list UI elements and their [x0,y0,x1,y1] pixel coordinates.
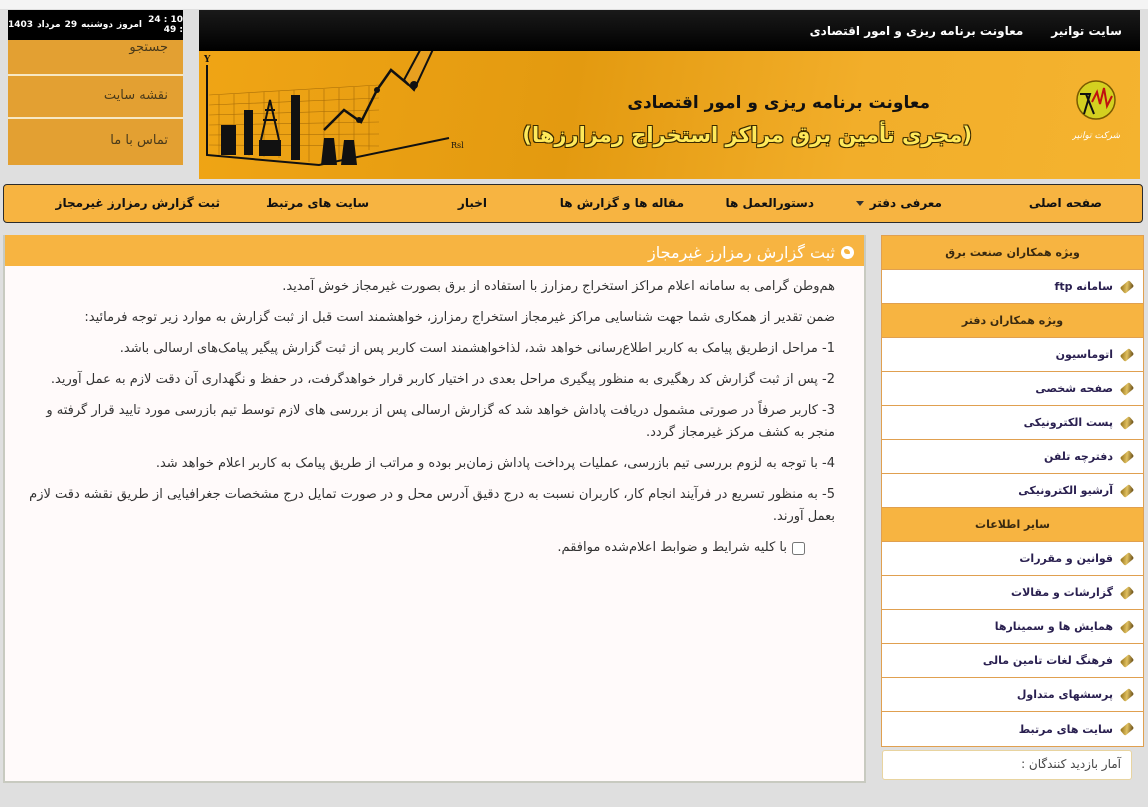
section-header-power-industry: ویژه همکاران صنعت برق [882,236,1143,270]
nav-articles-reports[interactable]: مقاله ها و گزارش ها [559,196,684,210]
visitor-stats: آمار بازدید کنندگان : [882,750,1132,780]
nav-instructions[interactable]: دستورالعمل ها [725,196,814,210]
pencil-icon [1120,722,1134,736]
sidebar-item-label: سایت های مرتبط [1018,722,1113,736]
rule-item: 4- با توجه به لزوم بررسی تیم بازرسی، عملیات پرداخت پاداش زمان‌بر بوده و مراتب از طریق پیامک به کاربر اعلام خواهد شد. [155,456,835,471]
agree-checkbox[interactable] [792,542,805,555]
globe-icon [841,246,854,259]
svg-text:Y: Y [204,55,211,65]
sidebar-item-label: آرشیو الکترونیکی [1018,484,1113,497]
sidebar-item-email[interactable] [882,406,1143,440]
sidebar-item-phonebook[interactable] [882,440,1143,474]
sitemap-link[interactable]: نقشه سایت [8,76,183,119]
rule-item: 5- به منظور تسریع در فرآیند انجام کار، کاربران نسبت به درج دقیق آدرس محل و در صورت تمایل درج مشخصات جغرافیایی از طریق نقشه دقت لازم بعمل آورند. [29,487,835,524]
intro-text: هم‌وطن گرامی به سامانه اعلام مراکز استخراج رمزارز با استفاده از برق بصورت غیرمجاز خوش آمدید. [282,279,835,294]
section-header-other-info: سایر اطلاعات [882,508,1143,542]
sidebar-item-label: همایش ها و سمینارها [994,620,1113,633]
main-nav [3,184,1143,223]
nav-report-illegal-crypto[interactable]: ثبت گزارش رمزارز غیرمجاز [55,196,220,210]
left-quick-links [8,40,183,165]
sidebar-item-laws[interactable] [882,542,1143,576]
banner-subtitle: (مجری تأمین برق مراکز استخراج رمزارزها) [522,123,972,147]
sidebar-item-label: گزارشات و مقالات [1011,586,1113,599]
nav-news[interactable]: اخبار [457,196,487,210]
clock-weekday: دوشنبه [81,20,113,30]
nav-home[interactable]: صفحه اصلی [1028,196,1102,210]
banner-top-links [810,10,1122,51]
nav-about-office-label: معرفی دفتر [869,196,942,210]
sidebar-item-ftp[interactable] [882,270,1143,304]
clock-time: 10 : 24 : 49 [148,15,183,35]
sidebar-item-personal-page[interactable] [882,372,1143,406]
agree-terms[interactable] [29,537,835,559]
top-strip [0,0,1148,9]
clock-year: 1403 [8,20,34,30]
agree-label: با کلیه شرایط و ضوابط اعلام‌شده موافقم. [557,540,787,555]
sidebar-item-label: صفحه شخصی [1035,382,1113,395]
svg-text:شرکت توانیر: شرکت توانیر [1072,131,1120,141]
sidebar-item-label: قوانین و مقررات [1019,552,1113,565]
pencil-icon [1120,654,1134,668]
sidebar-item-label: پست الکترونیکی [1023,416,1113,429]
report-panel [3,235,866,783]
pencil-icon [1120,484,1134,498]
svg-text:Rsl: Rsl [451,141,464,150]
header-banner [199,10,1140,179]
tavanir-logo-icon[interactable] [1072,80,1120,150]
right-sidebar [881,235,1144,747]
pencil-icon [1120,348,1134,362]
sidebar-item-faq[interactable] [882,678,1143,712]
sidebar-item-label: سامانه ftp [1054,280,1113,293]
sidebar-item-e-archive[interactable] [882,474,1143,508]
pencil-icon [1120,688,1134,702]
nav-related-sites[interactable]: سایت های مرتبط [266,196,369,210]
nav-about-office[interactable] [856,196,942,210]
sidebar-item-label: فرهنگ لغات تامین مالی [982,654,1113,667]
sidebar-item-label: پرسشهای متداول [1016,688,1113,701]
sidebar-item-conferences[interactable] [882,610,1143,644]
pencil-icon [1120,450,1134,464]
panel-header [5,235,864,266]
clock-today-label: امروز [116,20,142,30]
instruction-text: ضمن تقدیر از همکاری شما جهت شناسایی مراکز غیرمجاز استخراج رمزارز، خواهشمند است قبل از ثبت گزارش به موارد زیر توجه فرمائید: [84,310,835,325]
contact-us-link[interactable]: تماس با ما [8,119,183,165]
panel-title: ثبت گزارش رمزارز غیرمجاز [648,243,835,262]
sidebar-item-label: دفترچه تلفن [1043,450,1113,463]
pencil-icon [1120,620,1134,634]
sidebar-item-related-sites[interactable] [882,712,1143,746]
pencil-icon [1120,586,1134,600]
rule-item: 1- مراحل ازطریق پیامک به کاربر اطلاع‌رسانی خواهد شد، لذاخواهشمند است کاربر پس از ثبت گزارش پیگیر پیامک‌های ارسالی باشد. [119,341,835,356]
sidebar-item-label: اتوماسیون [1055,348,1113,361]
search-link[interactable]: جستجو [8,40,183,76]
sidebar-item-reports-articles[interactable] [882,576,1143,610]
clock-month: مرداد [37,20,61,30]
rule-item: 3- کاربر صرفاً در صورتی مشمول دریافت پاداش خواهد شد که گزارش ارسالی پس از بررسی های لازم توسط تیم بازرسی مورد تایید قرار گرفته و منجر به کشف مرکز غیرمجاز گردد. [46,403,835,440]
clock-bar [8,10,183,40]
pencil-icon [1120,552,1134,566]
section-header-office-staff: ویژه همکاران دفتر [882,304,1143,338]
banner-title: معاونت برنامه ریزی و امور اقتصادی [627,93,930,113]
pencil-icon [1120,416,1134,430]
pencil-icon [1120,280,1134,294]
clock-day: 29 [64,20,78,30]
caret-down-icon [856,201,864,206]
rule-item: 2- پس از ثبت گزارش کد رهگیری به منظور پیگیری مراحل بعدی در اختیار کاربر قرار خواهدگرفت، در حفظ و نگهداری آن دقت لازم به عمل آورید. [50,372,835,387]
tavanir-site-link[interactable]: سایت توانیر [1051,23,1122,38]
pencil-icon [1120,382,1134,396]
sidebar-item-automation[interactable] [882,338,1143,372]
deputy-planning-link[interactable]: معاونت برنامه ریزی و امور اقتصادی [809,23,1024,38]
sidebar-item-finance-glossary[interactable] [882,644,1143,678]
panel-body [5,266,864,559]
